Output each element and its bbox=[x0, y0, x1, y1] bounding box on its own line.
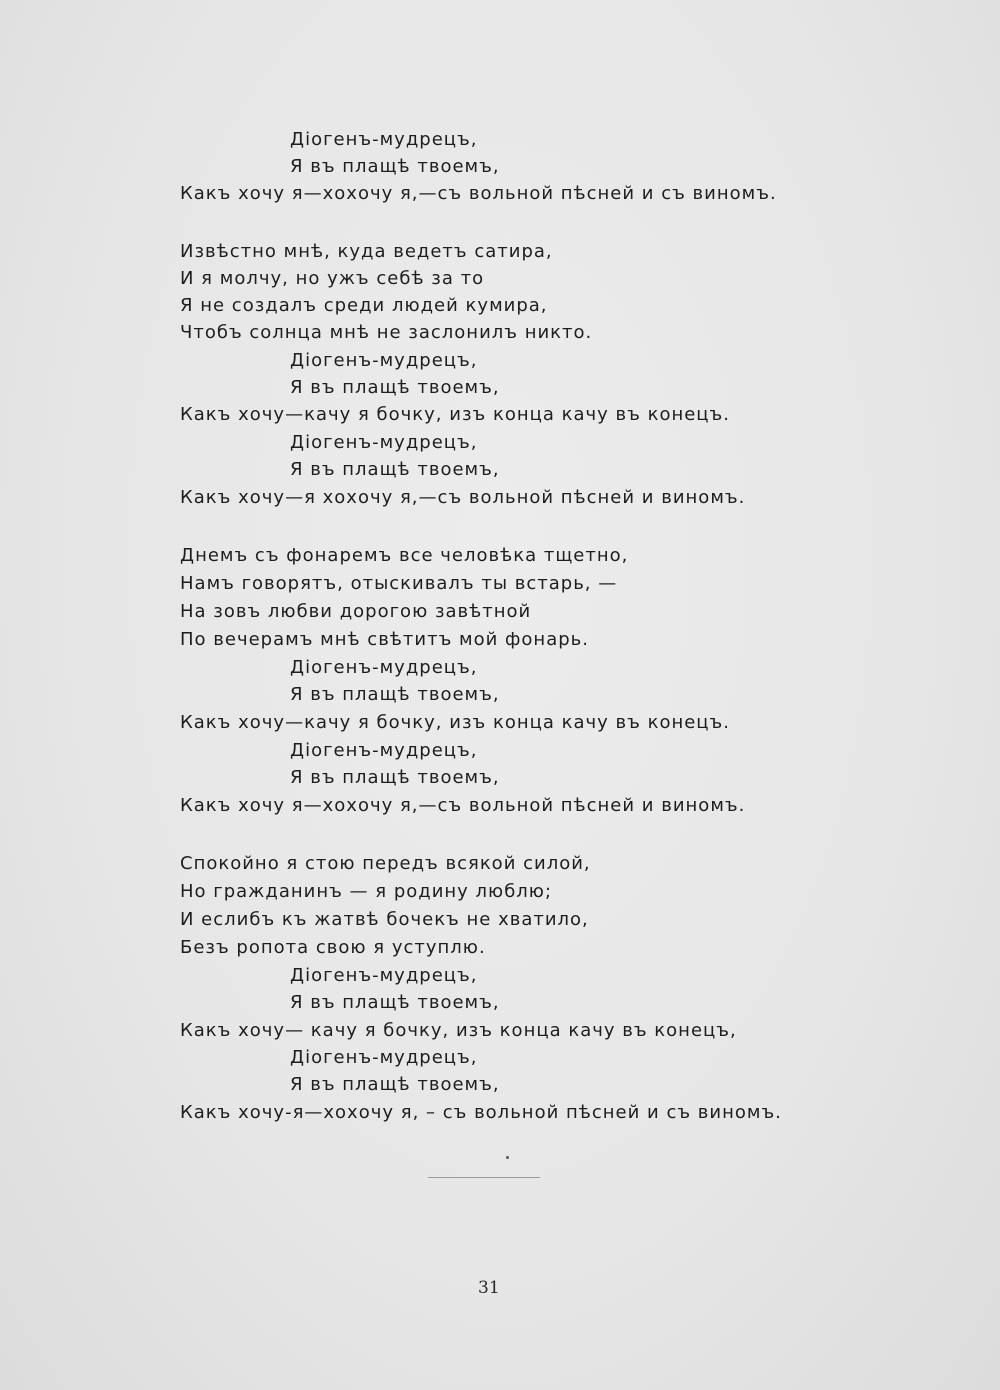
verse-line: Я не создалъ среди людей кумира, bbox=[180, 295, 548, 316]
refrain-line: Какъ хочу— качу я бочку, изъ конца качу въ конецъ, bbox=[180, 1020, 737, 1041]
refrain-line: Я въ плащѣ твоемъ, bbox=[290, 767, 500, 788]
verse-line: Извѣстно мнѣ, куда ведетъ сатира, bbox=[180, 241, 553, 262]
refrain-line: Какъ хочу—я хохочу я,—съ вольной пѣсней и виномъ. bbox=[180, 487, 746, 508]
verse-line: И еслибъ къ жатвѣ бочекъ не хватило, bbox=[180, 909, 589, 930]
refrain-line: Діогенъ-мудрецъ, bbox=[290, 965, 478, 986]
refrain-line: Я въ плащѣ твоемъ, bbox=[290, 459, 500, 480]
refrain-line: Діогенъ-мудрецъ, bbox=[290, 657, 478, 678]
refrain-line: Я въ плащѣ твоемъ, bbox=[290, 377, 500, 398]
refrain-line: Діогенъ-мудрецъ, bbox=[290, 1047, 478, 1068]
verse-line: Спокойно я стою передъ всякой силой, bbox=[180, 853, 591, 874]
verse-line: И я молчу, но ужъ себѣ за то bbox=[180, 268, 485, 289]
verse-line: Чтобъ солнца мнѣ не заслонилъ никто. bbox=[180, 322, 593, 343]
refrain-line: Какъ хочу я—хохочу я,—съ вольной пѣсней и съ виномъ. bbox=[180, 183, 777, 204]
verse-line: Намъ говорятъ, отыскивалъ ты встарь, — bbox=[180, 573, 618, 594]
refrain-line: Я въ плащѣ твоемъ, bbox=[290, 156, 500, 177]
refrain-line: Какъ хочу я—хохочу я,—съ вольной пѣсней и виномъ. bbox=[180, 795, 746, 816]
refrain-line: Я въ плащѣ твоемъ, bbox=[290, 1074, 500, 1095]
refrain-line: Я въ плащѣ твоемъ, bbox=[290, 992, 500, 1013]
verse-line: Безъ ропота свою я уступлю. bbox=[180, 937, 486, 958]
verse-line: Днемъ съ фонаремъ все человѣка тщетно, bbox=[180, 545, 629, 566]
refrain-line: Какъ хочу—качу я бочку, изъ конца качу въ конецъ. bbox=[180, 712, 730, 733]
refrain-line: Діогенъ-мудрецъ, bbox=[290, 350, 478, 371]
verse-line: По вечерамъ мнѣ свѣтитъ мой фонарь. bbox=[180, 629, 589, 650]
page-number: 31 bbox=[478, 1278, 500, 1298]
refrain-line: Я въ плащѣ твоемъ, bbox=[290, 684, 500, 705]
ornament-dot bbox=[506, 1156, 509, 1159]
refrain-line: Діогенъ-мудрецъ, bbox=[290, 432, 478, 453]
verse-line: На зовъ любви дорогою завѣтной bbox=[180, 601, 532, 622]
refrain-line: Какъ хочу—качу я бочку, изъ конца качу въ конецъ. bbox=[180, 404, 730, 425]
refrain-line: Какъ хочу-я—хохочу я, – съ вольной пѣсней и съ виномъ. bbox=[180, 1102, 782, 1123]
refrain-line: Діогенъ-мудрецъ, bbox=[290, 740, 478, 761]
refrain-line: Діогенъ-мудрецъ, bbox=[290, 129, 478, 150]
closing-rule bbox=[428, 1177, 540, 1178]
verse-line: Но гражданинъ — я родину люблю; bbox=[180, 881, 553, 902]
